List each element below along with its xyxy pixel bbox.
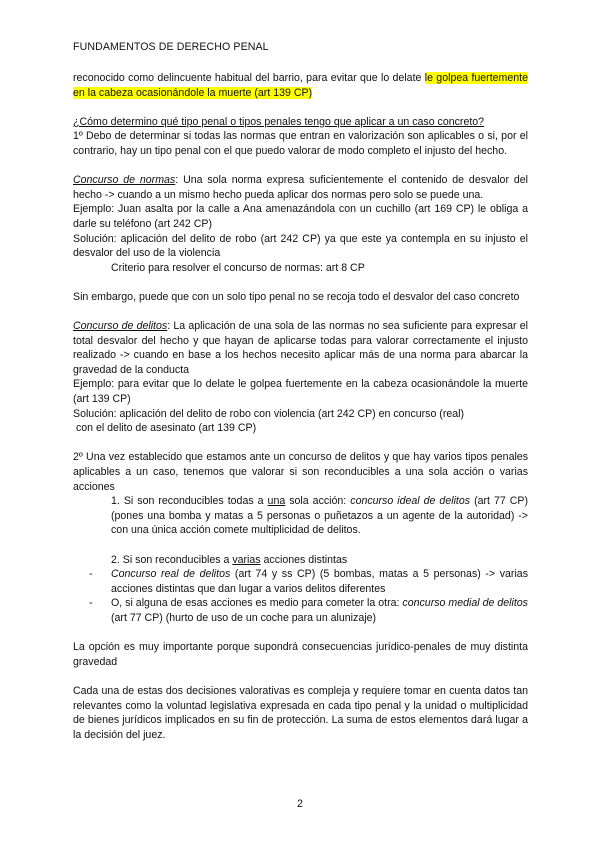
dash-bullet: - [89, 568, 93, 581]
list-item-text: acciones distintas [260, 553, 348, 566]
concurso-real-term: Concurso real de delitos [111, 568, 231, 581]
sub-list-text: (art 74 y ss CP) (5 bombas, matas a 5 personas) -> varias acciones distintas que dan lugar a varios delitos diferentes [111, 568, 528, 595]
concurso-normas-example: Ejemplo: Juan asalta por la calle a Ana amenazándola con un cuchillo (art 169 CP) le obliga a darle su teléfono (art 242 CP) [73, 203, 528, 230]
list-item-text: 1. Si son reconducibles todas a [111, 495, 268, 508]
concurso-normas-term: Concurso de normas [73, 174, 176, 187]
sub-list-item [73, 596, 528, 625]
concurso-delitos-example: Ejemplo: para evitar que lo delate le golpea fuertemente en la cabeza ocasionándole la muerte (art 139 CP) [73, 378, 528, 406]
section-question: ¿Cómo determino qué tipo penal o tipos penales tengo que aplicar a un caso concreto? [73, 115, 485, 128]
page-header: FUNDAMENTOS DE DERECHO PENAL [73, 41, 269, 53]
list-item [73, 553, 528, 568]
list-item-text: 2. Si son reconducibles a [111, 553, 233, 566]
sin-embargo-paragraph: Sin embargo, puede que con un solo tipo penal no se recoja todo el desvalor del caso concreto [73, 290, 520, 303]
concurso-normas-criterio: Criterio para resolver el concurso de normas: art 8 CP [111, 261, 365, 274]
highlighted-text: le golpea fuertemente en la cabeza ocasionándole la muerte (art 139 CP) [73, 72, 528, 99]
step-two-paragraph: 2º Una vez establecido que estamos ante un concurso de delitos y que hay varios tipos penales aplicables a un caso, tenemos que valorar si son reconducibles a una sola acción o varias acciones [73, 451, 528, 493]
list-item-underlined: varias [232, 553, 261, 566]
concurso-delitos-solution-cont: con el delito de asesinato (art 139 CP) [73, 422, 257, 435]
concurso-normas-text: : Una sola norma expresa suficientemente el contenido de desvalor del hecho -> cuando a un mismo hecho pueda aplicar dos normas pero solo se puede una. [73, 174, 528, 201]
step-one-paragraph: 1º Debo de determinar si todas las normas que entran en valorización son aplicables o si, por el contrario, hay un tipo penal con el que puedo valorar de modo completo el injusto del hecho. [73, 130, 528, 157]
list-item-text: sola acción: [285, 495, 351, 508]
concurso-ideal-term: concurso ideal de delitos [350, 495, 471, 508]
intro-text: reconocido como delincuente habitual del barrio, para evitar que lo delate [73, 72, 425, 84]
list-item-underlined: una [267, 495, 286, 508]
sub-list-text: (art 77 CP) (hurto de uso de un coche para un alunizaje) [111, 611, 376, 624]
intro-paragraph [73, 71, 528, 100]
list-item-text: (art 77 CP) (pones una bomba y matas a 5 personas o puñetazos a un agente de la autoridad) -> con una única acción comete multiplicidad de delitos. [111, 495, 528, 537]
document-body [73, 71, 528, 742]
concurso-delitos-definition [73, 319, 528, 377]
sub-list-text: O, si alguna de esas acciones es medio para cometer la otra: [111, 597, 403, 610]
concurso-normas-solution: Solución: aplicación del delito de robo (art 242 CP) ya que este ya contempla en su injusto el desvalor del uso de la violencia [73, 232, 528, 260]
sub-list-item [73, 567, 528, 596]
dash-bullet: - [89, 597, 93, 610]
concurso-delitos-text: : La aplicación de una sola de las normas no sea suficiente para expresar el total desvalor del hecho y que hayan de aplicarse todas para valorar correctamente el injusto realizado -> cuando en base a los hechos necesito aplicar más de una norma para abarcar la gravedad de la conducta [73, 320, 528, 376]
concurso-delitos-term: Concurso de delitos [73, 320, 168, 333]
concurso-normas-definition [73, 173, 528, 202]
concurso-delitos-solution: Solución: aplicación del delito de robo con violencia (art 242 CP) en concurso (real) [73, 407, 465, 420]
conclusion-paragraph: Cada una de estas dos decisiones valorativas es compleja y requiere tomar en cuenta datos tan relevantes como la voluntad legislativa expresada en cada tipo penal y la unidad o multiplicidad de bienes jurídicos implicados en su fin de protección. La suma de estos elementos dará lugar a la decisión del juez. [73, 684, 528, 741]
opcion-paragraph: La opción es muy importante porque supondrá consecuencias jurídico-penales de muy distinta gravedad [73, 641, 528, 668]
concurso-medial-term: concurso medial de delitos [402, 597, 528, 610]
page-number: 2 [297, 798, 303, 810]
list-item [73, 494, 528, 538]
